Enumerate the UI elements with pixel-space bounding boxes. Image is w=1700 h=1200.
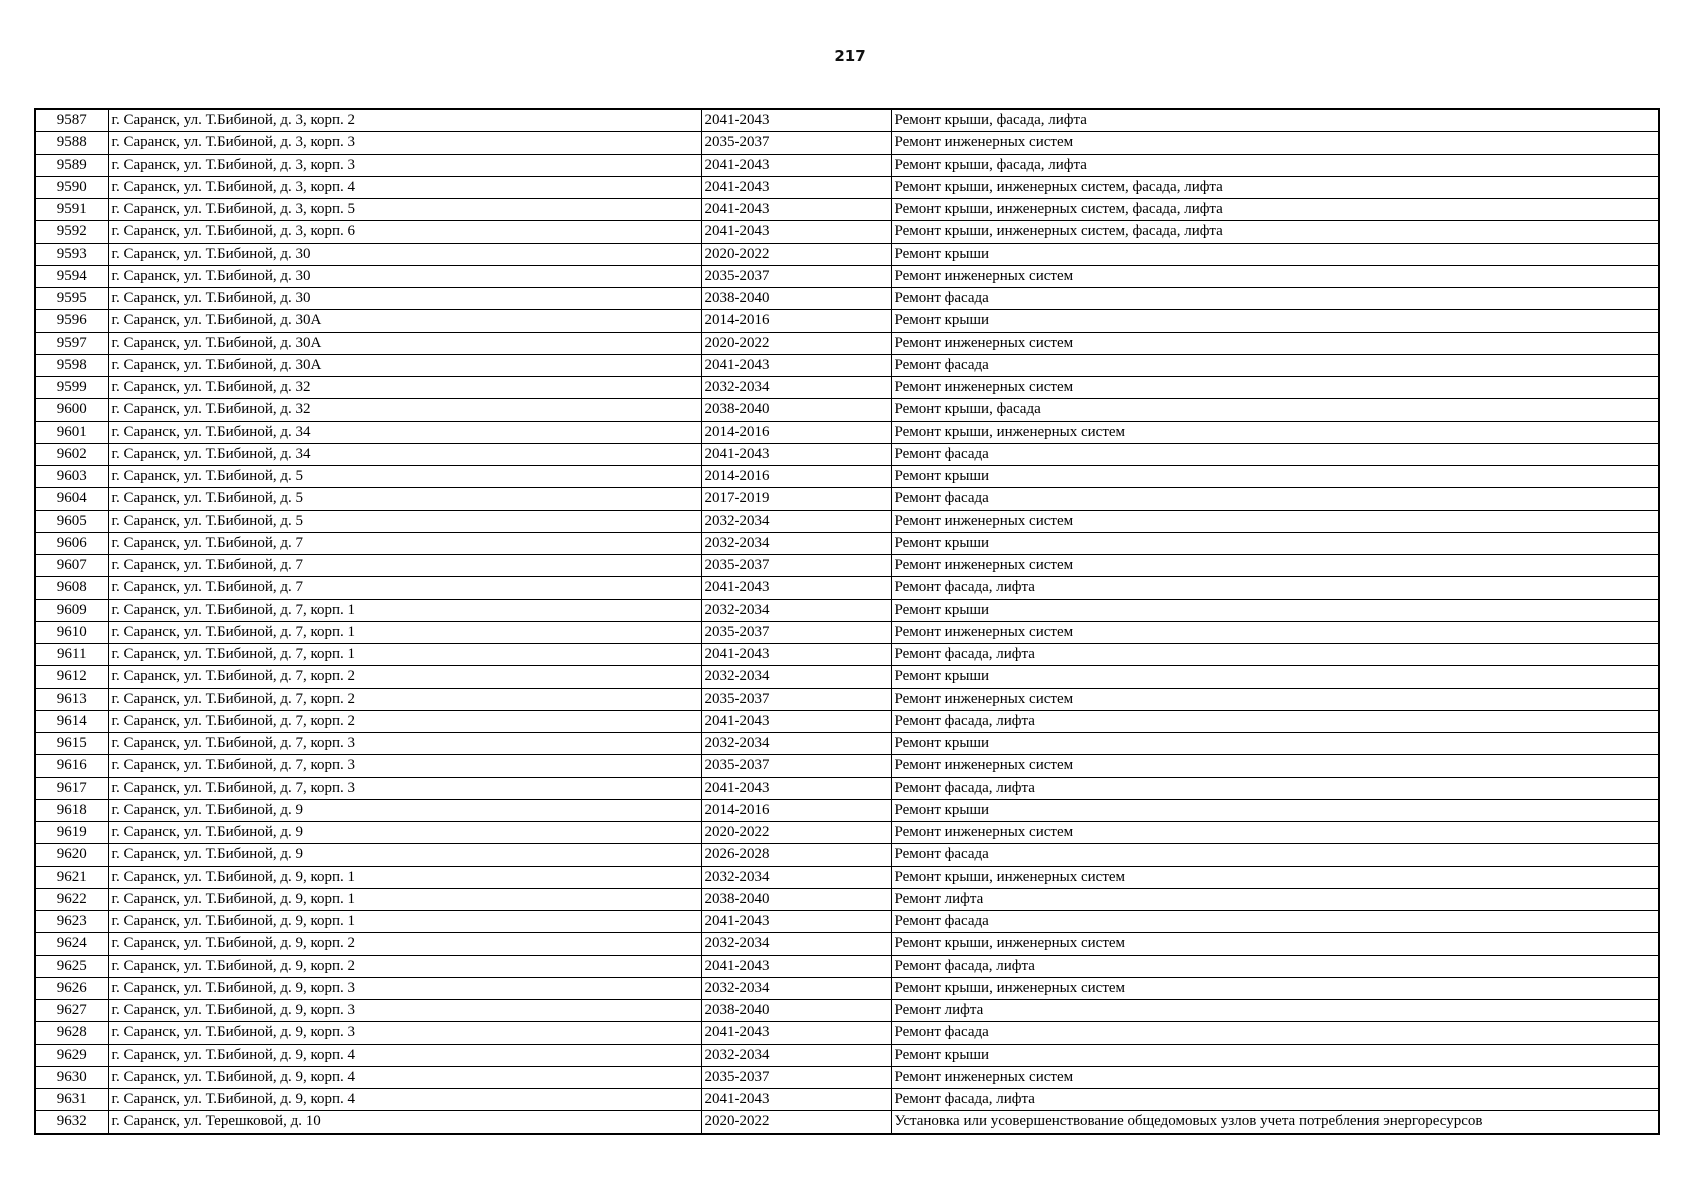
row-number-cell: 9593 <box>35 243 108 265</box>
period-cell: 2032-2034 <box>701 532 891 554</box>
work-type-cell: Ремонт крыши, фасада, лифта <box>891 109 1659 132</box>
row-number-cell: 9607 <box>35 555 108 577</box>
period-cell: 2035-2037 <box>701 265 891 287</box>
work-type-cell: Ремонт фасада, лифта <box>891 710 1659 732</box>
table-row <box>35 977 1659 999</box>
table-row <box>35 221 1659 243</box>
work-type-cell: Ремонт инженерных систем <box>891 510 1659 532</box>
row-number-cell: 9618 <box>35 799 108 821</box>
table-row <box>35 1111 1659 1134</box>
work-type-cell: Ремонт инженерных систем <box>891 688 1659 710</box>
table-row <box>35 666 1659 688</box>
row-number-cell: 9630 <box>35 1066 108 1088</box>
work-type-cell: Ремонт инженерных систем <box>891 755 1659 777</box>
table-row <box>35 888 1659 910</box>
work-type-cell: Ремонт фасада <box>891 354 1659 376</box>
row-number-cell: 9626 <box>35 977 108 999</box>
period-cell: 2041-2043 <box>701 644 891 666</box>
table-row <box>35 599 1659 621</box>
period-cell: 2038-2040 <box>701 288 891 310</box>
work-type-cell: Ремонт фасада <box>891 443 1659 465</box>
row-number-cell: 9600 <box>35 399 108 421</box>
address-cell: г. Саранск, ул. Т.Бибиной, д. 3, корп. 6 <box>108 221 701 243</box>
table-row <box>35 377 1659 399</box>
address-cell: г. Саранск, ул. Т.Бибиной, д. 7 <box>108 577 701 599</box>
work-type-cell: Ремонт крыши, инженерных систем <box>891 421 1659 443</box>
period-cell: 2035-2037 <box>701 555 891 577</box>
period-cell: 2041-2043 <box>701 221 891 243</box>
repair-schedule-table <box>34 108 1660 1135</box>
table-row <box>35 777 1659 799</box>
address-cell: г. Саранск, ул. Т.Бибиной, д. 7, корп. 3 <box>108 733 701 755</box>
table-row <box>35 621 1659 643</box>
address-cell: г. Саранск, ул. Т.Бибиной, д. 34 <box>108 443 701 465</box>
table-row <box>35 555 1659 577</box>
period-cell: 2041-2043 <box>701 955 891 977</box>
row-number-cell: 9619 <box>35 822 108 844</box>
table-row <box>35 955 1659 977</box>
address-cell: г. Саранск, ул. Т.Бибиной, д. 30 <box>108 243 701 265</box>
row-number-cell: 9632 <box>35 1111 108 1134</box>
work-type-cell: Ремонт фасада <box>891 288 1659 310</box>
work-type-cell: Ремонт крыши <box>891 243 1659 265</box>
work-type-cell: Ремонт крыши <box>891 532 1659 554</box>
address-cell: г. Саранск, ул. Т.Бибиной, д. 7, корп. 2 <box>108 688 701 710</box>
table-row <box>35 510 1659 532</box>
period-cell: 2032-2034 <box>701 666 891 688</box>
row-number-cell: 9587 <box>35 109 108 132</box>
work-type-cell: Ремонт фасада, лифта <box>891 1089 1659 1111</box>
work-type-cell: Ремонт фасада, лифта <box>891 577 1659 599</box>
table-row <box>35 866 1659 888</box>
row-number-cell: 9611 <box>35 644 108 666</box>
row-number-cell: 9612 <box>35 666 108 688</box>
period-cell: 2032-2034 <box>701 510 891 532</box>
address-cell: г. Саранск, ул. Т.Бибиной, д. 9, корп. 1 <box>108 888 701 910</box>
address-cell: г. Саранск, ул. Т.Бибиной, д. 30 <box>108 288 701 310</box>
period-cell: 2035-2037 <box>701 755 891 777</box>
period-cell: 2035-2037 <box>701 621 891 643</box>
table-row <box>35 265 1659 287</box>
work-type-cell: Ремонт крыши, инженерных систем, фасада, лифта <box>891 199 1659 221</box>
address-cell: г. Саранск, ул. Т.Бибиной, д. 9 <box>108 844 701 866</box>
address-cell: г. Саранск, ул. Т.Бибиной, д. 9 <box>108 799 701 821</box>
period-cell: 2041-2043 <box>701 577 891 599</box>
row-number-cell: 9605 <box>35 510 108 532</box>
period-cell: 2041-2043 <box>701 199 891 221</box>
period-cell: 2041-2043 <box>701 154 891 176</box>
row-number-cell: 9590 <box>35 176 108 198</box>
period-cell: 2026-2028 <box>701 844 891 866</box>
row-number-cell: 9604 <box>35 488 108 510</box>
address-cell: г. Саранск, ул. Т.Бибиной, д. 7 <box>108 532 701 554</box>
table-row <box>35 310 1659 332</box>
work-type-cell: Ремонт инженерных систем <box>891 377 1659 399</box>
table-row <box>35 176 1659 198</box>
period-cell: 2020-2022 <box>701 243 891 265</box>
row-number-cell: 9629 <box>35 1044 108 1066</box>
period-cell: 2014-2016 <box>701 466 891 488</box>
row-number-cell: 9614 <box>35 710 108 732</box>
address-cell: г. Саранск, ул. Т.Бибиной, д. 7, корп. 3 <box>108 755 701 777</box>
address-cell: г. Саранск, ул. Т.Бибиной, д. 30А <box>108 354 701 376</box>
address-cell: г. Саранск, ул. Т.Бибиной, д. 9, корп. 2 <box>108 955 701 977</box>
address-cell: г. Саранск, ул. Т.Бибиной, д. 7, корп. 1 <box>108 621 701 643</box>
row-number-cell: 9617 <box>35 777 108 799</box>
row-number-cell: 9621 <box>35 866 108 888</box>
work-type-cell: Ремонт крыши <box>891 310 1659 332</box>
period-cell: 2032-2034 <box>701 377 891 399</box>
address-cell: г. Саранск, ул. Т.Бибиной, д. 9, корп. 4 <box>108 1089 701 1111</box>
address-cell: г. Саранск, ул. Т.Бибиной, д. 9, корп. 3 <box>108 1022 701 1044</box>
period-cell: 2032-2034 <box>701 866 891 888</box>
address-cell: г. Саранск, ул. Т.Бибиной, д. 5 <box>108 510 701 532</box>
row-number-cell: 9591 <box>35 199 108 221</box>
work-type-cell: Ремонт инженерных систем <box>891 332 1659 354</box>
period-cell: 2038-2040 <box>701 888 891 910</box>
row-number-cell: 9624 <box>35 933 108 955</box>
address-cell: г. Саранск, ул. Т.Бибиной, д. 32 <box>108 399 701 421</box>
table-row <box>35 243 1659 265</box>
period-cell: 2032-2034 <box>701 1044 891 1066</box>
work-type-cell: Ремонт фасада, лифта <box>891 644 1659 666</box>
row-number-cell: 9616 <box>35 755 108 777</box>
address-cell: г. Саранск, ул. Т.Бибиной, д. 9 <box>108 822 701 844</box>
work-type-cell: Ремонт крыши <box>891 1044 1659 1066</box>
address-cell: г. Саранск, ул. Т.Бибиной, д. 9, корп. 4 <box>108 1044 701 1066</box>
period-cell: 2041-2043 <box>701 777 891 799</box>
period-cell: 2032-2034 <box>701 733 891 755</box>
work-type-cell: Ремонт фасада, лифта <box>891 955 1659 977</box>
row-number-cell: 9606 <box>35 532 108 554</box>
address-cell: г. Саранск, ул. Т.Бибиной, д. 9, корп. 1 <box>108 866 701 888</box>
period-cell: 2014-2016 <box>701 421 891 443</box>
table-row <box>35 354 1659 376</box>
row-number-cell: 9627 <box>35 1000 108 1022</box>
row-number-cell: 9628 <box>35 1022 108 1044</box>
period-cell: 2038-2040 <box>701 399 891 421</box>
table-row <box>35 755 1659 777</box>
work-type-cell: Ремонт крыши <box>891 733 1659 755</box>
address-cell: г. Саранск, ул. Т.Бибиной, д. 9, корп. 2 <box>108 933 701 955</box>
work-type-cell: Ремонт инженерных систем <box>891 621 1659 643</box>
page-number: 217 <box>834 47 866 65</box>
row-number-cell: 9613 <box>35 688 108 710</box>
table-body <box>35 109 1659 1134</box>
work-type-cell: Ремонт лифта <box>891 888 1659 910</box>
row-number-cell: 9592 <box>35 221 108 243</box>
work-type-cell: Ремонт инженерных систем <box>891 822 1659 844</box>
row-number-cell: 9595 <box>35 288 108 310</box>
period-cell: 2017-2019 <box>701 488 891 510</box>
table-row <box>35 421 1659 443</box>
table-row <box>35 132 1659 154</box>
period-cell: 2041-2043 <box>701 1022 891 1044</box>
work-type-cell: Ремонт фасада, лифта <box>891 777 1659 799</box>
period-cell: 2041-2043 <box>701 1089 891 1111</box>
work-type-cell: Ремонт фасада <box>891 1022 1659 1044</box>
row-number-cell: 9615 <box>35 733 108 755</box>
work-type-cell: Ремонт инженерных систем <box>891 265 1659 287</box>
address-cell: г. Саранск, ул. Т.Бибиной, д. 9, корп. 1 <box>108 911 701 933</box>
row-number-cell: 9631 <box>35 1089 108 1111</box>
table-row <box>35 844 1659 866</box>
period-cell: 2041-2043 <box>701 710 891 732</box>
table-row <box>35 1044 1659 1066</box>
work-type-cell: Ремонт крыши, фасада, лифта <box>891 154 1659 176</box>
row-number-cell: 9597 <box>35 332 108 354</box>
address-cell: г. Саранск, ул. Т.Бибиной, д. 3, корп. 3 <box>108 154 701 176</box>
row-number-cell: 9596 <box>35 310 108 332</box>
table-row <box>35 644 1659 666</box>
period-cell: 2041-2043 <box>701 443 891 465</box>
period-cell: 2032-2034 <box>701 977 891 999</box>
period-cell: 2041-2043 <box>701 911 891 933</box>
period-cell: 2014-2016 <box>701 310 891 332</box>
row-number-cell: 9625 <box>35 955 108 977</box>
table-row <box>35 109 1659 132</box>
period-cell: 2035-2037 <box>701 1066 891 1088</box>
work-type-cell: Ремонт фасада <box>891 911 1659 933</box>
work-type-cell: Ремонт крыши, инженерных систем <box>891 933 1659 955</box>
address-cell: г. Саранск, ул. Т.Бибиной, д. 3, корп. 2 <box>108 109 701 132</box>
table-row <box>35 288 1659 310</box>
work-type-cell: Ремонт фасада <box>891 844 1659 866</box>
address-cell: г. Саранск, ул. Т.Бибиной, д. 7, корп. 2 <box>108 666 701 688</box>
period-cell: 2014-2016 <box>701 799 891 821</box>
address-cell: г. Саранск, ул. Т.Бибиной, д. 7, корп. 1 <box>108 644 701 666</box>
period-cell: 2020-2022 <box>701 332 891 354</box>
row-number-cell: 9622 <box>35 888 108 910</box>
address-cell: г. Саранск, ул. Т.Бибиной, д. 3, корп. 4 <box>108 176 701 198</box>
period-cell: 2041-2043 <box>701 176 891 198</box>
work-type-cell: Ремонт крыши, инженерных систем, фасада, лифта <box>891 221 1659 243</box>
table-row <box>35 577 1659 599</box>
address-cell: г. Саранск, ул. Т.Бибиной, д. 32 <box>108 377 701 399</box>
period-cell: 2020-2022 <box>701 822 891 844</box>
table-row <box>35 1089 1659 1111</box>
row-number-cell: 9594 <box>35 265 108 287</box>
work-type-cell: Ремонт крыши, инженерных систем <box>891 866 1659 888</box>
address-cell: г. Саранск, ул. Т.Бибиной, д. 9, корп. 3 <box>108 977 701 999</box>
work-type-cell: Ремонт инженерных систем <box>891 132 1659 154</box>
work-type-cell: Ремонт крыши, инженерных систем, фасада, лифта <box>891 176 1659 198</box>
row-number-cell: 9610 <box>35 621 108 643</box>
row-number-cell: 9609 <box>35 599 108 621</box>
address-cell: г. Саранск, ул. Т.Бибиной, д. 30 <box>108 265 701 287</box>
address-cell: г. Саранск, ул. Т.Бибиной, д. 34 <box>108 421 701 443</box>
row-number-cell: 9603 <box>35 466 108 488</box>
row-number-cell: 9620 <box>35 844 108 866</box>
row-number-cell: 9602 <box>35 443 108 465</box>
address-cell: г. Саранск, ул. Т.Бибиной, д. 7 <box>108 555 701 577</box>
table-row <box>35 332 1659 354</box>
table-row <box>35 1066 1659 1088</box>
row-number-cell: 9623 <box>35 911 108 933</box>
row-number-cell: 9601 <box>35 421 108 443</box>
table-row <box>35 822 1659 844</box>
period-cell: 2035-2037 <box>701 688 891 710</box>
row-number-cell: 9598 <box>35 354 108 376</box>
row-number-cell: 9588 <box>35 132 108 154</box>
table-row <box>35 154 1659 176</box>
table-row <box>35 933 1659 955</box>
period-cell: 2032-2034 <box>701 599 891 621</box>
work-type-cell: Ремонт крыши <box>891 799 1659 821</box>
period-cell: 2035-2037 <box>701 132 891 154</box>
work-type-cell: Ремонт лифта <box>891 1000 1659 1022</box>
work-type-cell: Ремонт крыши <box>891 666 1659 688</box>
address-cell: г. Саранск, ул. Т.Бибиной, д. 5 <box>108 466 701 488</box>
work-type-cell: Ремонт инженерных систем <box>891 1066 1659 1088</box>
table-row <box>35 1022 1659 1044</box>
address-cell: г. Саранск, ул. Т.Бибиной, д. 9, корп. 3 <box>108 1000 701 1022</box>
row-number-cell: 9589 <box>35 154 108 176</box>
address-cell: г. Саранск, ул. Т.Бибиной, д. 7, корп. 1 <box>108 599 701 621</box>
address-cell: г. Саранск, ул. Терешковой, д. 10 <box>108 1111 701 1134</box>
work-type-cell: Ремонт инженерных систем <box>891 555 1659 577</box>
table-row <box>35 733 1659 755</box>
table-row <box>35 688 1659 710</box>
address-cell: г. Саранск, ул. Т.Бибиной, д. 30А <box>108 332 701 354</box>
period-cell: 2032-2034 <box>701 933 891 955</box>
table-row <box>35 466 1659 488</box>
work-type-cell: Ремонт крыши, инженерных систем <box>891 977 1659 999</box>
address-cell: г. Саранск, ул. Т.Бибиной, д. 30А <box>108 310 701 332</box>
address-cell: г. Саранск, ул. Т.Бибиной, д. 7, корп. 2 <box>108 710 701 732</box>
address-cell: г. Саранск, ул. Т.Бибиной, д. 3, корп. 5 <box>108 199 701 221</box>
table-row <box>35 399 1659 421</box>
period-cell: 2041-2043 <box>701 354 891 376</box>
table-row <box>35 1000 1659 1022</box>
period-cell: 2038-2040 <box>701 1000 891 1022</box>
table-row <box>35 199 1659 221</box>
table-row <box>35 532 1659 554</box>
table-row <box>35 911 1659 933</box>
period-cell: 2041-2043 <box>701 109 891 132</box>
work-type-cell: Установка или усовершенствование общедомовых узлов учета потребления энергоресурсов <box>891 1111 1659 1134</box>
period-cell: 2020-2022 <box>701 1111 891 1134</box>
work-type-cell: Ремонт фасада <box>891 488 1659 510</box>
work-type-cell: Ремонт крыши, фасада <box>891 399 1659 421</box>
row-number-cell: 9599 <box>35 377 108 399</box>
address-cell: г. Саранск, ул. Т.Бибиной, д. 7, корп. 3 <box>108 777 701 799</box>
row-number-cell: 9608 <box>35 577 108 599</box>
table-row <box>35 488 1659 510</box>
table-row <box>35 443 1659 465</box>
table-row <box>35 799 1659 821</box>
work-type-cell: Ремонт крыши <box>891 599 1659 621</box>
work-type-cell: Ремонт крыши <box>891 466 1659 488</box>
address-cell: г. Саранск, ул. Т.Бибиной, д. 9, корп. 4 <box>108 1066 701 1088</box>
table-row <box>35 710 1659 732</box>
address-cell: г. Саранск, ул. Т.Бибиной, д. 3, корп. 3 <box>108 132 701 154</box>
address-cell: г. Саранск, ул. Т.Бибиной, д. 5 <box>108 488 701 510</box>
